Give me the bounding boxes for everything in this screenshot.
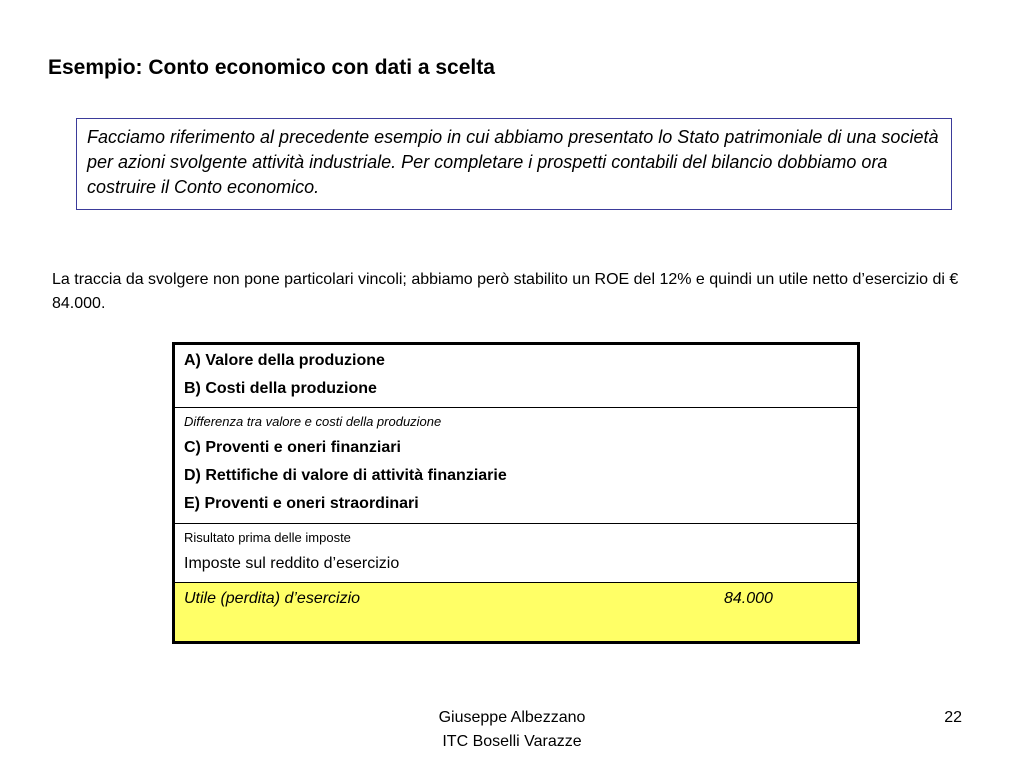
table-section-taxes: [175, 524, 857, 583]
table-section-net-result: [175, 583, 857, 641]
net-result-label: Utile (perdita) d’esercizio: [184, 590, 361, 607]
income-statement-table: [172, 342, 860, 644]
footer-school: ITC Boselli Varazze: [442, 733, 582, 750]
intro-box: Facciamo riferimento al precedente esempio in cui abbiamo presentato lo Stato patrimoniale di una società per azioni svolgente attività industriale. Per completare i prospetti contabili del bilancio dobbiamo ora costruire il Conto economico.: [76, 118, 952, 210]
footer-author: Giuseppe Albezzano: [438, 709, 586, 726]
table-section-financial: [175, 408, 857, 524]
row-extraordinary: E) Proventi e oneri straordinari: [184, 495, 419, 512]
page-number: 22: [944, 709, 962, 726]
row-financial-income: C) Proventi e oneri finanziari: [184, 439, 401, 456]
table-section-production: [175, 345, 857, 408]
row-production-value: A) Valore della produzione: [184, 352, 385, 369]
row-financial-adjustments: D) Rettifiche di valore di attività finanziarie: [184, 467, 507, 484]
row-pretax-result: Risultato prima delle imposte: [184, 530, 351, 545]
body-paragraph: La traccia da svolgere non pone particolari vincoli; abbiamo però stabilito un ROE del 12% e quindi un utile netto d’esercizio di € 84.000.: [52, 271, 959, 312]
slide-title: Esempio: Conto economico con dati a scelta: [48, 56, 495, 79]
row-income-taxes: Imposte sul reddito d’esercizio: [184, 555, 400, 572]
net-result-value: 84.000: [724, 590, 773, 607]
row-production-costs: B) Costi della produzione: [184, 380, 377, 397]
row-difference-subtotal: Differenza tra valore e costi della produzione: [184, 414, 442, 429]
footer-author-block: [362, 706, 662, 754]
